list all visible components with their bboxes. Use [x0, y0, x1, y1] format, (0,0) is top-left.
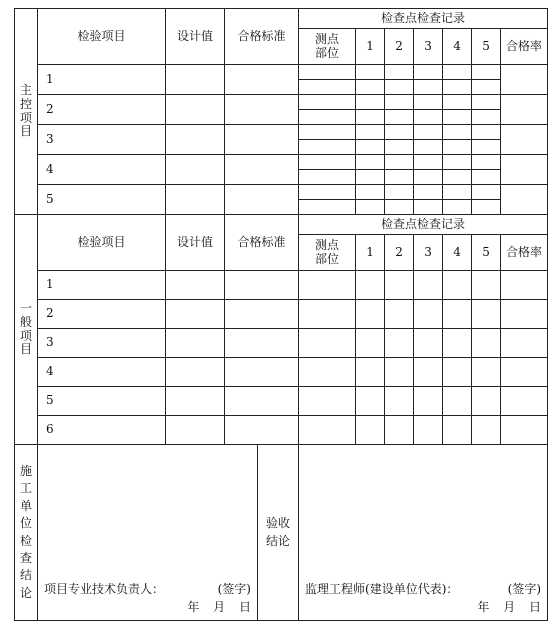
pass-rate-cell[interactable] — [501, 387, 548, 416]
design-value-cell[interactable] — [166, 65, 225, 95]
standard-cell[interactable] — [225, 95, 299, 125]
header-standard: 合格标准 — [225, 9, 299, 65]
location-cell[interactable] — [299, 387, 356, 416]
item-number: 2 — [38, 300, 166, 329]
point-cell[interactable] — [472, 65, 501, 80]
header-item: 检验项目 — [38, 9, 166, 65]
header-point-4: 4 — [443, 235, 472, 271]
item-number: 6 — [38, 416, 166, 445]
pass-rate-cell[interactable] — [501, 95, 548, 125]
point-cell[interactable] — [443, 65, 472, 80]
point-cell[interactable] — [385, 155, 414, 170]
point-cell[interactable] — [472, 155, 501, 170]
location-cell[interactable] — [299, 95, 356, 110]
supervisor-signature-block — [305, 580, 541, 616]
item-number: 3 — [38, 329, 166, 358]
supervisor-signer-label: 监理工程师(建设单位代表)： — [305, 582, 459, 596]
sign-note: (签字) — [217, 582, 251, 596]
point-cell[interactable] — [385, 358, 414, 387]
header-record-group: 检查点检查记录 — [299, 215, 548, 235]
point-cell[interactable] — [356, 185, 385, 200]
pass-rate-cell[interactable] — [501, 358, 548, 387]
point-cell[interactable] — [385, 329, 414, 358]
header-location: 测点 部位 — [299, 29, 356, 65]
point-cell[interactable] — [443, 95, 472, 110]
point-cell[interactable] — [472, 416, 501, 445]
point-cell[interactable] — [472, 200, 501, 215]
item-number: 5 — [38, 387, 166, 416]
acceptance-conclusion-area[interactable] — [299, 445, 548, 621]
point-cell[interactable] — [443, 155, 472, 170]
point-cell[interactable] — [385, 65, 414, 80]
standard-cell[interactable] — [225, 416, 299, 445]
point-cell[interactable] — [472, 80, 501, 95]
sign-note: (签字) — [507, 582, 542, 596]
item-number: 3 — [38, 125, 166, 155]
pass-rate-cell[interactable] — [501, 271, 548, 300]
standard-cell[interactable] — [225, 125, 299, 155]
header-point-5: 5 — [472, 29, 501, 65]
standard-cell[interactable] — [225, 185, 299, 215]
design-value-cell[interactable] — [166, 155, 225, 185]
point-cell[interactable] — [443, 387, 472, 416]
point-cell[interactable] — [385, 110, 414, 125]
header-location: 测点 部位 — [299, 235, 356, 271]
point-cell[interactable] — [443, 300, 472, 329]
point-cell[interactable] — [414, 329, 443, 358]
standard-cell[interactable] — [225, 329, 299, 358]
design-value-cell[interactable] — [166, 329, 225, 358]
point-cell[interactable] — [472, 110, 501, 125]
point-cell[interactable] — [385, 416, 414, 445]
point-cell[interactable] — [356, 416, 385, 445]
point-cell[interactable] — [356, 387, 385, 416]
header-pass-rate: 合格率 — [501, 235, 548, 271]
point-cell[interactable] — [443, 200, 472, 215]
point-cell[interactable] — [385, 125, 414, 140]
design-value-cell[interactable] — [166, 387, 225, 416]
pass-rate-cell[interactable] — [501, 300, 548, 329]
location-cell[interactable] — [299, 300, 356, 329]
pass-rate-cell[interactable] — [501, 125, 548, 155]
point-cell[interactable] — [356, 140, 385, 155]
design-value-cell[interactable] — [166, 416, 225, 445]
header-design-value: 设计值 — [166, 215, 225, 271]
pass-rate-cell[interactable] — [501, 329, 548, 358]
design-value-cell[interactable] — [166, 95, 225, 125]
point-cell[interactable] — [385, 271, 414, 300]
point-cell[interactable] — [385, 300, 414, 329]
point-cell[interactable] — [414, 140, 443, 155]
point-cell[interactable] — [414, 200, 443, 215]
item-number: 4 — [38, 358, 166, 387]
design-value-cell[interactable] — [166, 271, 225, 300]
point-cell[interactable] — [356, 155, 385, 170]
point-cell[interactable] — [472, 358, 501, 387]
header-point-4: 4 — [443, 29, 472, 65]
point-cell[interactable] — [472, 185, 501, 200]
standard-cell[interactable] — [225, 387, 299, 416]
header-record-group: 检查点检查记录 — [299, 9, 548, 29]
point-cell[interactable] — [356, 300, 385, 329]
main-control-items-label: 主 控 项 目 — [15, 9, 38, 215]
point-cell[interactable] — [472, 387, 501, 416]
header-standard: 合格标准 — [225, 215, 299, 271]
standard-cell[interactable] — [225, 271, 299, 300]
point-cell[interactable] — [385, 140, 414, 155]
point-cell[interactable] — [443, 125, 472, 140]
design-value-cell[interactable] — [166, 358, 225, 387]
location-cell[interactable] — [299, 110, 356, 125]
date-line: 年 月 日 — [187, 600, 251, 614]
point-cell[interactable] — [414, 80, 443, 95]
point-cell[interactable] — [356, 110, 385, 125]
point-cell[interactable] — [472, 170, 501, 185]
pass-rate-cell[interactable] — [501, 155, 548, 185]
point-cell[interactable] — [472, 300, 501, 329]
design-value-cell[interactable] — [166, 125, 225, 155]
point-cell[interactable] — [356, 170, 385, 185]
standard-cell[interactable] — [225, 155, 299, 185]
location-cell[interactable] — [299, 80, 356, 95]
location-cell[interactable] — [299, 125, 356, 140]
point-cell[interactable] — [385, 80, 414, 95]
pass-rate-cell[interactable] — [501, 65, 548, 95]
date-line: 年 月 日 — [477, 600, 542, 614]
inspection-table — [14, 8, 548, 621]
header-point-3: 3 — [414, 235, 443, 271]
point-cell[interactable] — [356, 271, 385, 300]
point-cell[interactable] — [356, 125, 385, 140]
location-cell[interactable] — [299, 170, 356, 185]
point-cell[interactable] — [414, 185, 443, 200]
location-cell[interactable] — [299, 200, 356, 215]
standard-cell[interactable] — [225, 358, 299, 387]
point-cell[interactable] — [385, 95, 414, 110]
point-cell[interactable] — [414, 387, 443, 416]
point-cell[interactable] — [443, 110, 472, 125]
point-cell[interactable] — [356, 358, 385, 387]
point-cell[interactable] — [472, 95, 501, 110]
header-point-1: 1 — [356, 235, 385, 271]
construction-conclusion-label: 施工 单位 检查 结论 — [15, 445, 38, 621]
point-cell[interactable] — [385, 200, 414, 215]
point-cell[interactable] — [414, 416, 443, 445]
construction-conclusion-area[interactable] — [38, 445, 258, 621]
location-cell[interactable] — [299, 271, 356, 300]
location-cell[interactable] — [299, 185, 356, 200]
location-cell[interactable] — [299, 416, 356, 445]
point-cell[interactable] — [414, 110, 443, 125]
item-number: 5 — [38, 185, 166, 215]
point-cell[interactable] — [443, 329, 472, 358]
header-point-3: 3 — [414, 29, 443, 65]
point-cell[interactable] — [472, 125, 501, 140]
point-cell[interactable] — [414, 155, 443, 170]
point-cell[interactable] — [443, 271, 472, 300]
item-number: 2 — [38, 95, 166, 125]
design-value-cell[interactable] — [166, 300, 225, 329]
header-pass-rate: 合格率 — [501, 29, 548, 65]
item-number: 1 — [38, 271, 166, 300]
general-items-label: 一 般 项 目 — [15, 215, 38, 445]
location-cell[interactable] — [299, 140, 356, 155]
point-cell[interactable] — [385, 170, 414, 185]
point-cell[interactable] — [472, 329, 501, 358]
location-cell[interactable] — [299, 155, 356, 170]
location-cell[interactable] — [299, 65, 356, 80]
point-cell[interactable] — [443, 358, 472, 387]
point-cell[interactable] — [414, 358, 443, 387]
construction-signature-block — [44, 580, 251, 616]
point-cell[interactable] — [443, 170, 472, 185]
item-number: 1 — [38, 65, 166, 95]
pass-rate-cell[interactable] — [501, 185, 548, 215]
location-cell[interactable] — [299, 358, 356, 387]
point-cell[interactable] — [443, 185, 472, 200]
point-cell[interactable] — [414, 300, 443, 329]
construction-signer-label: 项目专业技术负责人： — [44, 582, 165, 596]
standard-cell[interactable] — [225, 300, 299, 329]
point-cell[interactable] — [472, 140, 501, 155]
point-cell[interactable] — [356, 329, 385, 358]
point-cell[interactable] — [414, 95, 443, 110]
header-point-1: 1 — [356, 29, 385, 65]
pass-rate-cell[interactable] — [501, 416, 548, 445]
header-point-5: 5 — [472, 235, 501, 271]
point-cell[interactable] — [443, 140, 472, 155]
header-design-value: 设计值 — [166, 9, 225, 65]
point-cell[interactable] — [385, 185, 414, 200]
point-cell[interactable] — [385, 387, 414, 416]
point-cell[interactable] — [414, 125, 443, 140]
header-point-2: 2 — [385, 235, 414, 271]
point-cell[interactable] — [356, 80, 385, 95]
header-point-2: 2 — [385, 29, 414, 65]
point-cell[interactable] — [414, 271, 443, 300]
point-cell[interactable] — [472, 271, 501, 300]
point-cell[interactable] — [443, 80, 472, 95]
item-number: 4 — [38, 155, 166, 185]
acceptance-conclusion-label: 验收 结论 — [258, 445, 299, 621]
design-value-cell[interactable] — [166, 185, 225, 215]
point-cell[interactable] — [356, 65, 385, 80]
point-cell[interactable] — [356, 200, 385, 215]
point-cell[interactable] — [414, 65, 443, 80]
point-cell[interactable] — [443, 416, 472, 445]
standard-cell[interactable] — [225, 65, 299, 95]
header-item: 检验项目 — [38, 215, 166, 271]
point-cell[interactable] — [356, 95, 385, 110]
point-cell[interactable] — [414, 170, 443, 185]
location-cell[interactable] — [299, 329, 356, 358]
